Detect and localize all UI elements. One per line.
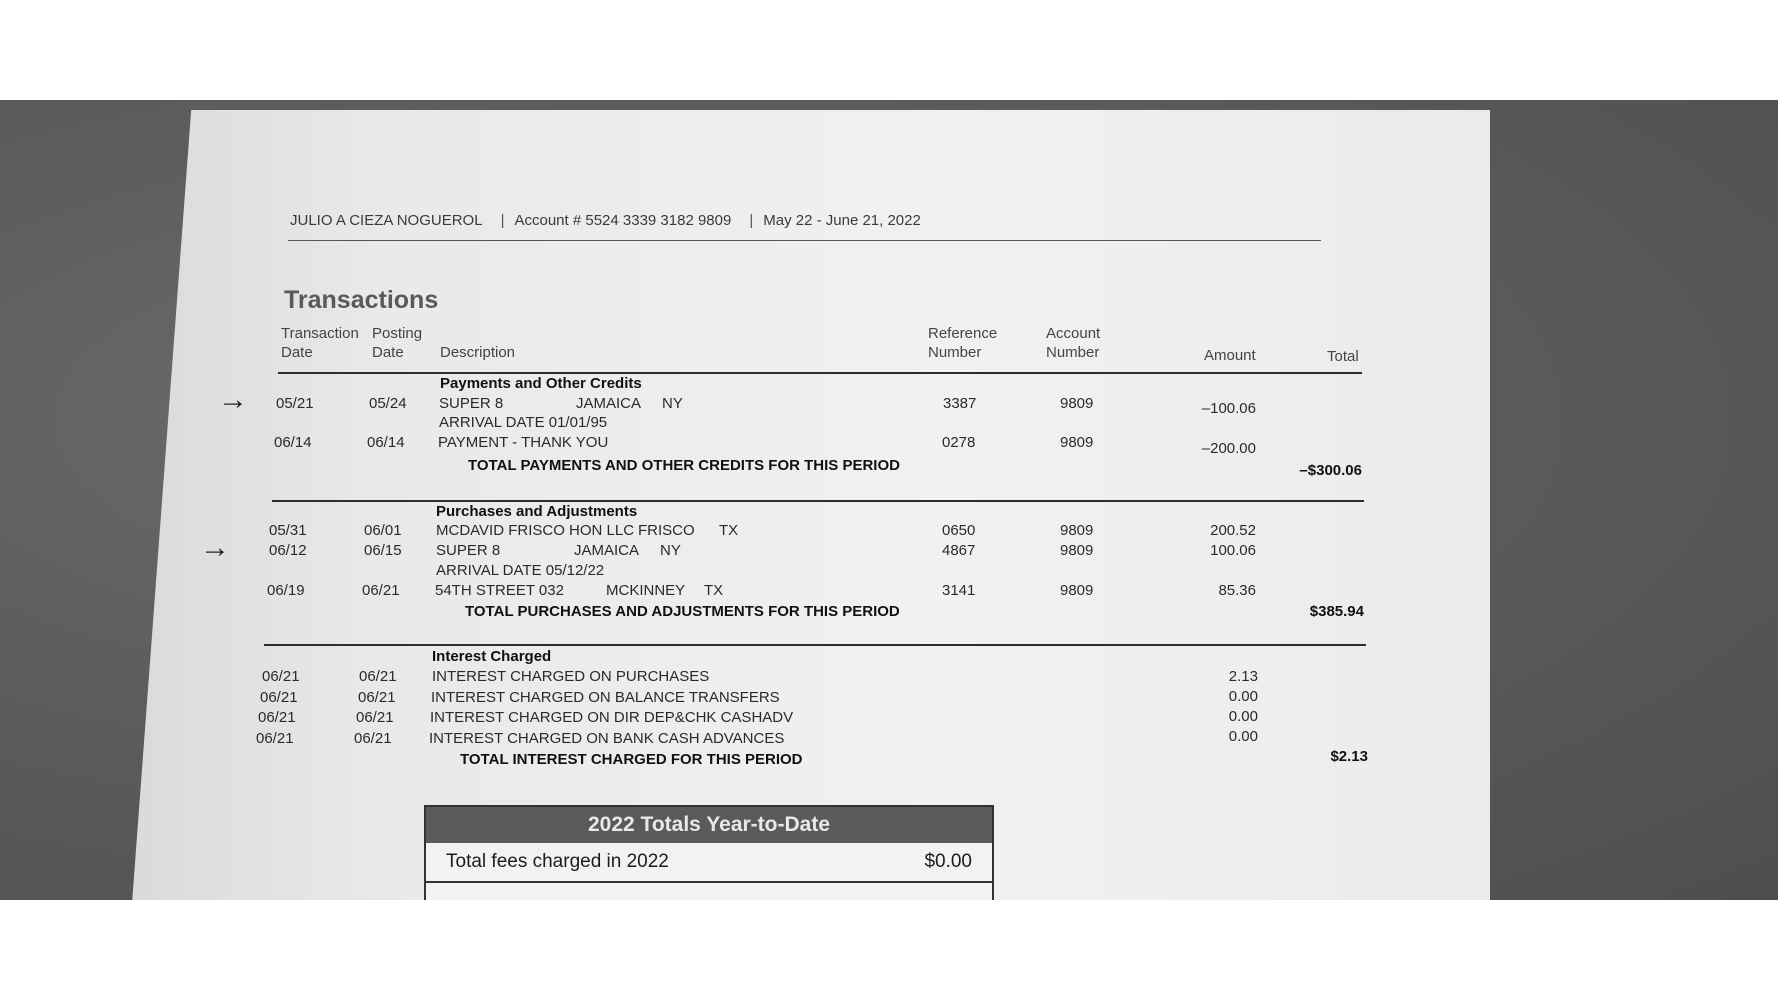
header-rule (278, 372, 1362, 374)
col-transaction-date: Transaction Date (281, 325, 359, 361)
purchase-2-amount: 100.06 (1210, 542, 1256, 559)
header-divider (288, 240, 1321, 241)
account-number: Account # 5524 3339 3182 9809 (514, 212, 732, 229)
interest-4-desc: INTEREST CHARGED ON BANK CASH ADVANCES (429, 730, 785, 747)
interest-1-amount: 2.13 (1228, 668, 1258, 685)
purchase-1-acct: 9809 (1060, 522, 1094, 539)
payment-2-acct: 9809 (1060, 434, 1094, 451)
interest-4-tdate: 06/21 (256, 730, 294, 747)
statement-header: JULIO A CIEZA NOGUEROL | Account # 5524 3339 3182 9809 | May 22 - June 21, 2022 (290, 212, 921, 229)
interest-1-desc: INTEREST CHARGED ON PURCHASES (432, 668, 710, 685)
payment-1-ref: 3387 (943, 395, 977, 412)
purchases-heading: Purchases and Adjustments (436, 503, 638, 520)
purchase-3-amount: 85.36 (1218, 582, 1256, 599)
interest-2-desc: INTEREST CHARGED ON BALANCE TRANSFERS (431, 689, 780, 706)
purchase-1-amount: 200.52 (1210, 522, 1256, 539)
purchase-3-city: MCKINNEY (606, 582, 686, 599)
purchase-2-tdate: 06/12 (269, 542, 307, 559)
payment-2-tdate: 06/14 (274, 434, 312, 451)
payment-2-pdate: 06/14 (367, 434, 405, 451)
purchase-2-state: NY (660, 542, 681, 559)
interest-2-pdate: 06/21 (358, 689, 396, 706)
payment-1-tdate: 05/21 (276, 395, 314, 412)
col-amount: Amount (1204, 347, 1256, 364)
payment-1-extra: ARRIVAL DATE 01/01/95 (439, 414, 608, 431)
payments-rule (272, 500, 1364, 502)
col-account-number: Account Number (1046, 325, 1101, 361)
interest-total-label: TOTAL INTEREST CHARGED FOR THIS PERIOD (460, 751, 803, 768)
ytd-row (426, 843, 992, 883)
col-total: Total (1327, 348, 1359, 365)
payments-total-label: TOTAL PAYMENTS AND OTHER CREDITS FOR THIS PERIOD (468, 457, 900, 474)
payment-1-state: NY (662, 395, 683, 412)
purchase-1-city: FRISCO (638, 522, 695, 539)
right-arrow-icon: → (200, 531, 230, 564)
payment-2-amount: –200.00 (1201, 440, 1256, 457)
purchase-1-state: TX (719, 522, 739, 539)
ytd-totals-box (424, 805, 994, 909)
purchases-total: $385.94 (1309, 603, 1364, 620)
purchase-3-pdate: 06/21 (362, 582, 400, 599)
purchase-3-desc: 54TH STREET 032 (435, 582, 564, 599)
purchase-2-pdate: 06/15 (364, 542, 402, 559)
ytd-title: 2022 Totals Year-to-Date (426, 807, 992, 843)
interest-1-tdate: 06/21 (262, 668, 300, 685)
payment-1-city: JAMAICA (576, 395, 642, 412)
interest-total: $2.13 (1330, 748, 1368, 765)
ytd-fees-label: Total fees charged in 2022 (446, 851, 669, 872)
section-title: Transactions (284, 286, 439, 314)
payment-1-pdate: 05/24 (369, 395, 407, 412)
purchase-1-pdate: 06/01 (364, 522, 402, 539)
purchase-2-acct: 9809 (1060, 542, 1094, 559)
interest-3-desc: INTEREST CHARGED ON DIR DEP&CHK CASHADV (430, 709, 794, 726)
payment-1-desc: SUPER 8 (439, 395, 504, 412)
purchase-1-desc: MCDAVID FRISCO HON LLC (436, 522, 635, 539)
payment-1-amount: –100.06 (1201, 400, 1256, 417)
purchase-2-ref: 4867 (942, 542, 976, 559)
col-description: Description (440, 344, 516, 361)
customer-name: JULIO A CIEZA NOGUEROL (290, 212, 483, 229)
interest-3-pdate: 06/21 (356, 709, 394, 726)
bottom-margin (0, 900, 1778, 1000)
interest-1-pdate: 06/21 (359, 668, 397, 685)
purchases-total-label: TOTAL PURCHASES AND ADJUSTMENTS FOR THIS PERIOD (465, 603, 900, 620)
col-reference-number: Reference Number (928, 325, 998, 361)
purchase-2-extra: ARRIVAL DATE 05/12/22 (436, 562, 605, 579)
interest-2-amount: 0.00 (1228, 688, 1258, 705)
payments-total: –$300.06 (1299, 462, 1362, 479)
purchase-3-acct: 9809 (1060, 582, 1094, 599)
right-arrow-icon: → (218, 383, 248, 416)
purchase-3-state: TX (704, 582, 724, 599)
purchase-3-tdate: 06/19 (267, 582, 305, 599)
col-posting-date: Posting Date (372, 325, 423, 361)
interest-2-tdate: 06/21 (260, 689, 298, 706)
ytd-fees-value: $0.00 (924, 851, 972, 872)
interest-3-tdate: 06/21 (258, 709, 296, 726)
interest-4-amount: 0.00 (1228, 728, 1258, 745)
interest-3-amount: 0.00 (1228, 708, 1258, 725)
purchases-rule (264, 644, 1366, 646)
purchase-2-city: JAMAICA (574, 542, 640, 559)
statement-period: May 22 - June 21, 2022 (763, 212, 921, 229)
payment-2-desc: PAYMENT - THANK YOU (438, 434, 609, 451)
purchase-2-desc: SUPER 8 (436, 542, 501, 559)
payment-1-acct: 9809 (1060, 395, 1094, 412)
interest-4-pdate: 06/21 (354, 730, 392, 747)
purchase-1-tdate: 05/31 (269, 522, 307, 539)
interest-heading: Interest Charged (432, 648, 552, 665)
payment-2-ref: 0278 (942, 434, 976, 451)
purchase-3-ref: 3141 (942, 582, 976, 599)
payments-heading: Payments and Other Credits (440, 375, 642, 392)
purchase-1-ref: 0650 (942, 522, 976, 539)
